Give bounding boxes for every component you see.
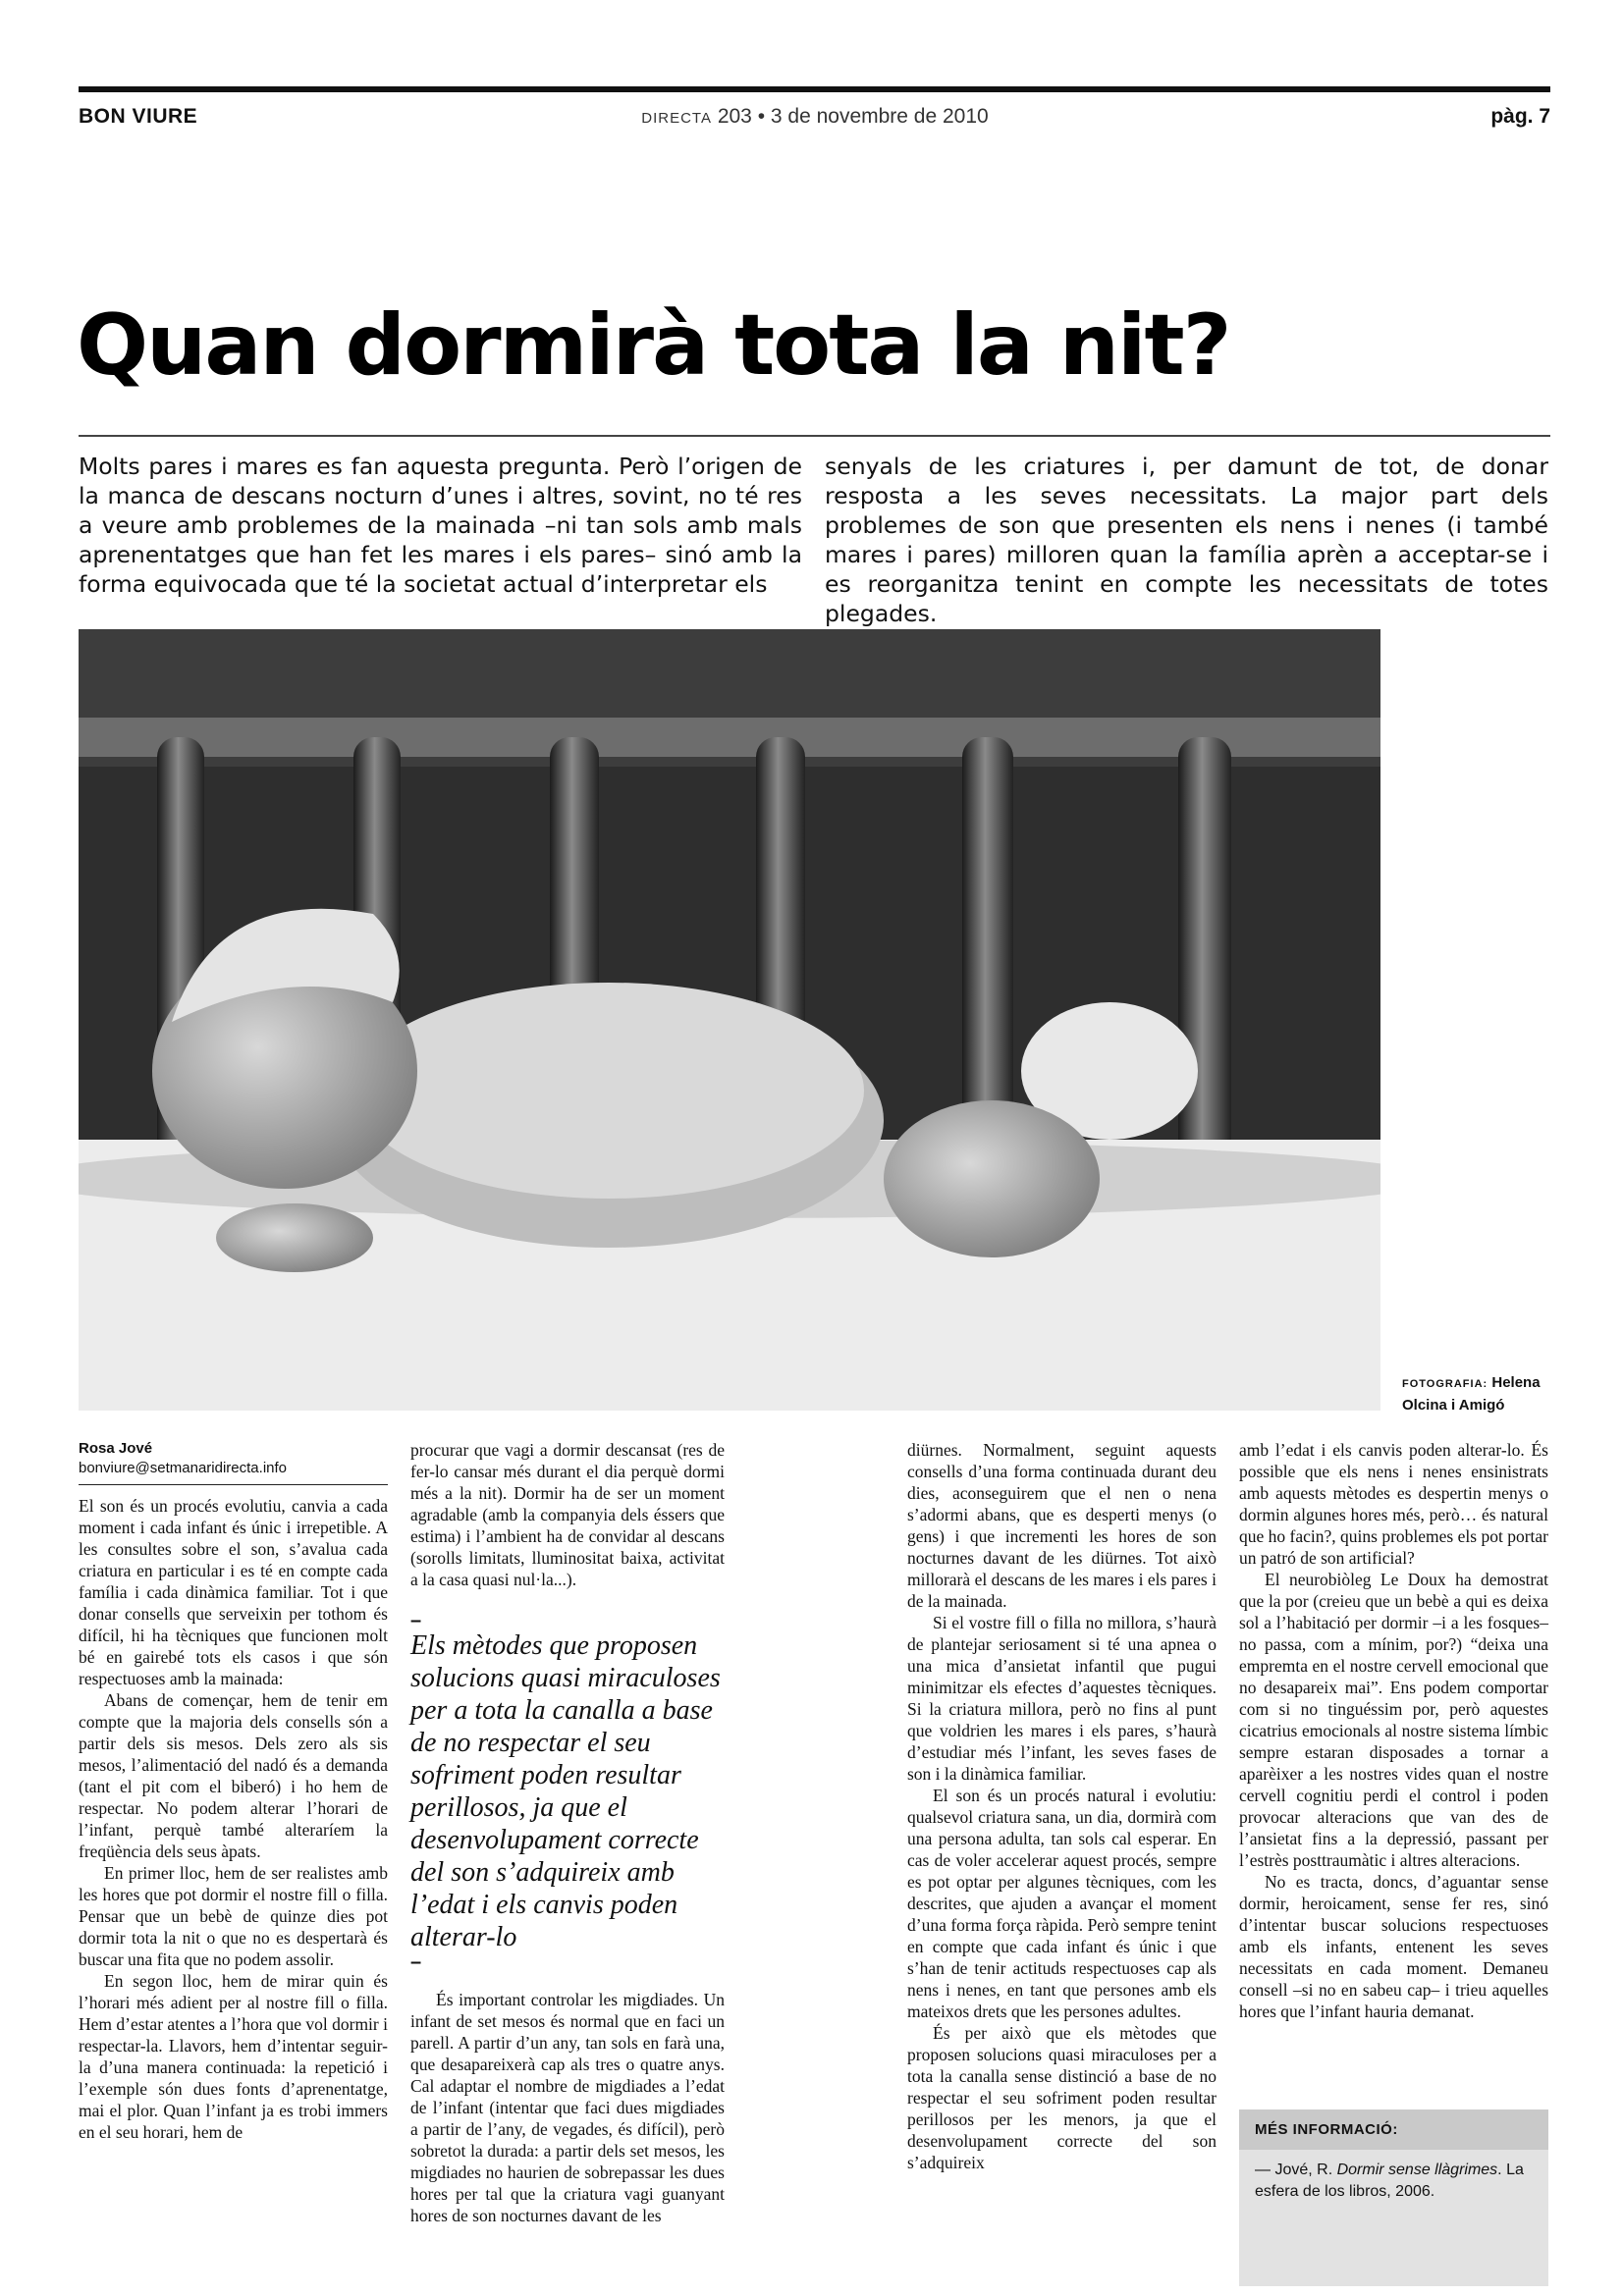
paragraph: És important controlar les migdiades. Un infant de set mesos és normal que en faci un parell. A partir d’un any, tan sols en farà una, que desapareixerà cap als tres o quatre anys. Cal adaptar el nombre de migdiades a l’edat de l’infant (intentar que faci dues migdiades a partir de l’any, de vegades, és difícil), però sobretot la durada: a partir dels set mesos, les migdiades no haurien de sobrepassar les dues hores per tal que la criatura vagi guanyant hores de son nocturnes davant de les [410,1990,725,2225]
body-column-4 [1239,1439,1548,2022]
issue-date: 203 • 3 de novembre de 2010 [717,105,989,128]
more-info-box [1239,2109,1548,2286]
body-column-2 [410,1439,725,2226]
paragraph: El son és un procés evolutiu, canvia a cada moment i cada infant és únic i irrepetible. A les consultes sobre el son, s’avalua cada criatura en particular i es té en compte cada família i cada dinàmica familiar. Tot i que donar consells que serveixin per tothom és difícil, hi ha tècniques que funcionen molt bé en gairebé tots els casos i que són respectuoses amb la mainada: [79,1496,388,1688]
lede-column-2: senyals de les criatures i, per damunt de tot, de donar resposta a les seves necessitats. La major part dels problemes de son que presenten els nens i nenes (i també mares i pares) milloren quan la família aprèn a acceptar-se i es reorganitza tenint en compte les necessitats de totes plegades. [825,453,1548,627]
page-number: pàg. 7 [1490,105,1550,128]
photo-illustration [79,629,1380,1411]
photo-credit-name: Helena Olcina i Amigó [1402,1374,1541,1414]
headline-rule [79,435,1550,437]
paragraph: No es tracta, doncs, d’aguantar sense dormir, heroicament, sense fer res, sinó d’intentar buscar solucions respectuoses amb els infants, entenent les seves necessitats en cada moment. Demaneu consell –si no en sabeu cap– i trieu aquelles hores que l’infant hauria demanat. [1239,1872,1548,2021]
more-info-title: MÉS INFORMACIÓ: [1239,2109,1548,2150]
paragraph: En primer lloc, hem de ser realistes amb les hores que pot dormir el nostre fill o filla. Pensar que un bebè de quinze dies pot dormir tota la nit o que no es despertarà és buscar una fita que no podem assolir. [79,1863,388,1969]
paragraph: Si el vostre fill o filla no millora, s’haurà de plantejar seriosament si té una apnea o una mica d’ansietat infantil que pugui minimitzar els efectes d’aquestes tècniques. Si la criatura millora, però no fins al punt que voldrien les mares i els pares, s’haurà d’estudiar més l’infant, les seves fases de son i la dinàmica familiar. [907,1613,1217,1784]
pull-quote [410,1612,725,1971]
byline [79,1439,388,1485]
top-rule [79,86,1550,92]
reference-author: — Jové, R. [1255,2162,1337,2178]
pull-quote-text: Els mètodes que proposen solucions quasi miraculoses per a tota la canalla a base de no respectar el seu sofriment poden resultar perillosos, ja que el desenvolupament correcte del son s’adquireix amb l’edat i els canvis poden alterar-lo [410,1630,721,1952]
section-name: BON VIURE [79,105,198,128]
body-column-1 [79,1439,388,2143]
paragraph: El son és un procés natural i evolutiu: qualsevol criatura sana, un dia, dormirà com una persona adulta, tan sols cal esperar. En cas de voler accelerar aquest procés, sempre es pot optar per algunes tècniques, com les descrites, que ajuden a avançar el moment d’una forma força ràpida. Però sempre tenint en compte que cada infant és únic i que s’han de tenir actituds respectuoses cap als nens i nenes, en tant que persones amb els mateixos drets que les persones adultes. [907,1786,1217,2021]
author-name: Rosa Jové [79,1440,153,1457]
paragraph: Abans de començar, hem de tenir em compte que la majoria dels consells són a partir dels sis mesos. Dels zero als sis mesos, l’alimentació del nadó és a demanda (tant el pit com el biberó) i ho hem de respectar. No podem alterar l’horari de l’infant, perquè també alteraríem la freqüència dels seus àpats. [79,1690,388,1861]
photo-credit [1402,1372,1549,1415]
paragraph: És per això que els mètodes que proposen solucions quasi miraculoses per a tota la canalla sense distinció a base de no respectar el seu sofriment poden resultar perillosos per les menors, ja que el desenvolupament correcte del son s’adquireix [907,2023,1217,2172]
paragraph: amb l’edat i els canvis poden alterar-lo. És possible que els nens i nenes ensinistrats amb aquests mètodes es despertin menys o dormin algunes hores més, però… és natural que ho facin?, quins problemes els pot portar un patró de son artificial? [1239,1440,1548,1568]
reference [1239,2150,1548,2213]
pull-quote-mark-bottom: – [410,1951,422,1973]
reference-title: Dormir sense llàgrimes [1336,2162,1498,2178]
paragraph: diürnes. Normalment, seguint aquests consells d’una forma continuada durant deu dies, aconseguirem que el nen o nena s’adormi abans, que es desperti menys (o gens) i que incrementi les hores de son nocturnes davant de les diürnes. Tot això millorarà el descans de les mares i els pares i de la mainada. [907,1440,1217,1611]
body-column-3 [907,1439,1217,2173]
paragraph: En segon lloc, hem de mirar quin és l’horari més adient per al nostre fill o filla. Hem d’estar atentes a l’hora que vol dormir i respectar-la. Llavors, hem d’intentar seguir-la d’una manera continuada: la repetició i l’exemple són dues fonts d’aprenentatge, mai el plor. Quan l’infant ja es trobi immers en el seu horari, hem de [79,1971,388,2142]
pull-quote-mark-top: – [410,1610,422,1631]
publication-name: DIRECTA [641,110,712,127]
headline: Quan dormirà tota la nit? [77,296,1230,395]
issue-info [511,104,1119,132]
lede-column-1: Molts pares i mares es fan aquesta pregunta. Però l’origen de la manca de descans nocturn d’unes i altres, sovint, no té res a veure amb problemes de la mainada –ni tan sols amb mals aprenentatges que han fet les mares i els pares– sinó amb la forma equivocada que té la societat actual d’interpretar els [79,453,802,598]
paragraph: procurar que vagi a dormir descansat (res de fer-lo cansar més durant el dia perquè dormi més a la nit). Dormir ha de ser un moment agradable (amb la companyia dels éssers que estima) i l’ambient ha de convidar al descans (sorolls limitats, lluminositat baixa, activitat a la casa quasi nul·la...). [410,1440,725,1589]
photo-sleeping-baby [79,629,1380,1411]
reference-publisher: . La esfera de los libros, 2006. [1255,2162,1524,2200]
paragraph: El neurobiòleg Le Doux ha demostrat que la por (creieu que un bebè a qui es deixa sol a l’habitació per dormir –i a les fosques– no passa, com a mínim, por?) “deixa una empremta en el nostre cervell emocional que no desapareix mai”. Ens podem comportar com si no tinguéssim por, però aquestes cicatrius emocionals al nostre sistema límbic sempre estaran disposades a tornar a aparèixer a les nostres vides quan el nostre cervell cognitiu perdi el control i poden provocar alteracions que van des de l’ansietat fins a la depressió, passant per l’estrès posttraumàtic i altres alteracions. [1239,1570,1548,1870]
photo-credit-label: FOTOGRAFIA: [1402,1378,1488,1390]
author-email[interactable]: bonviure@setmanaridirecta.info [79,1459,388,1485]
